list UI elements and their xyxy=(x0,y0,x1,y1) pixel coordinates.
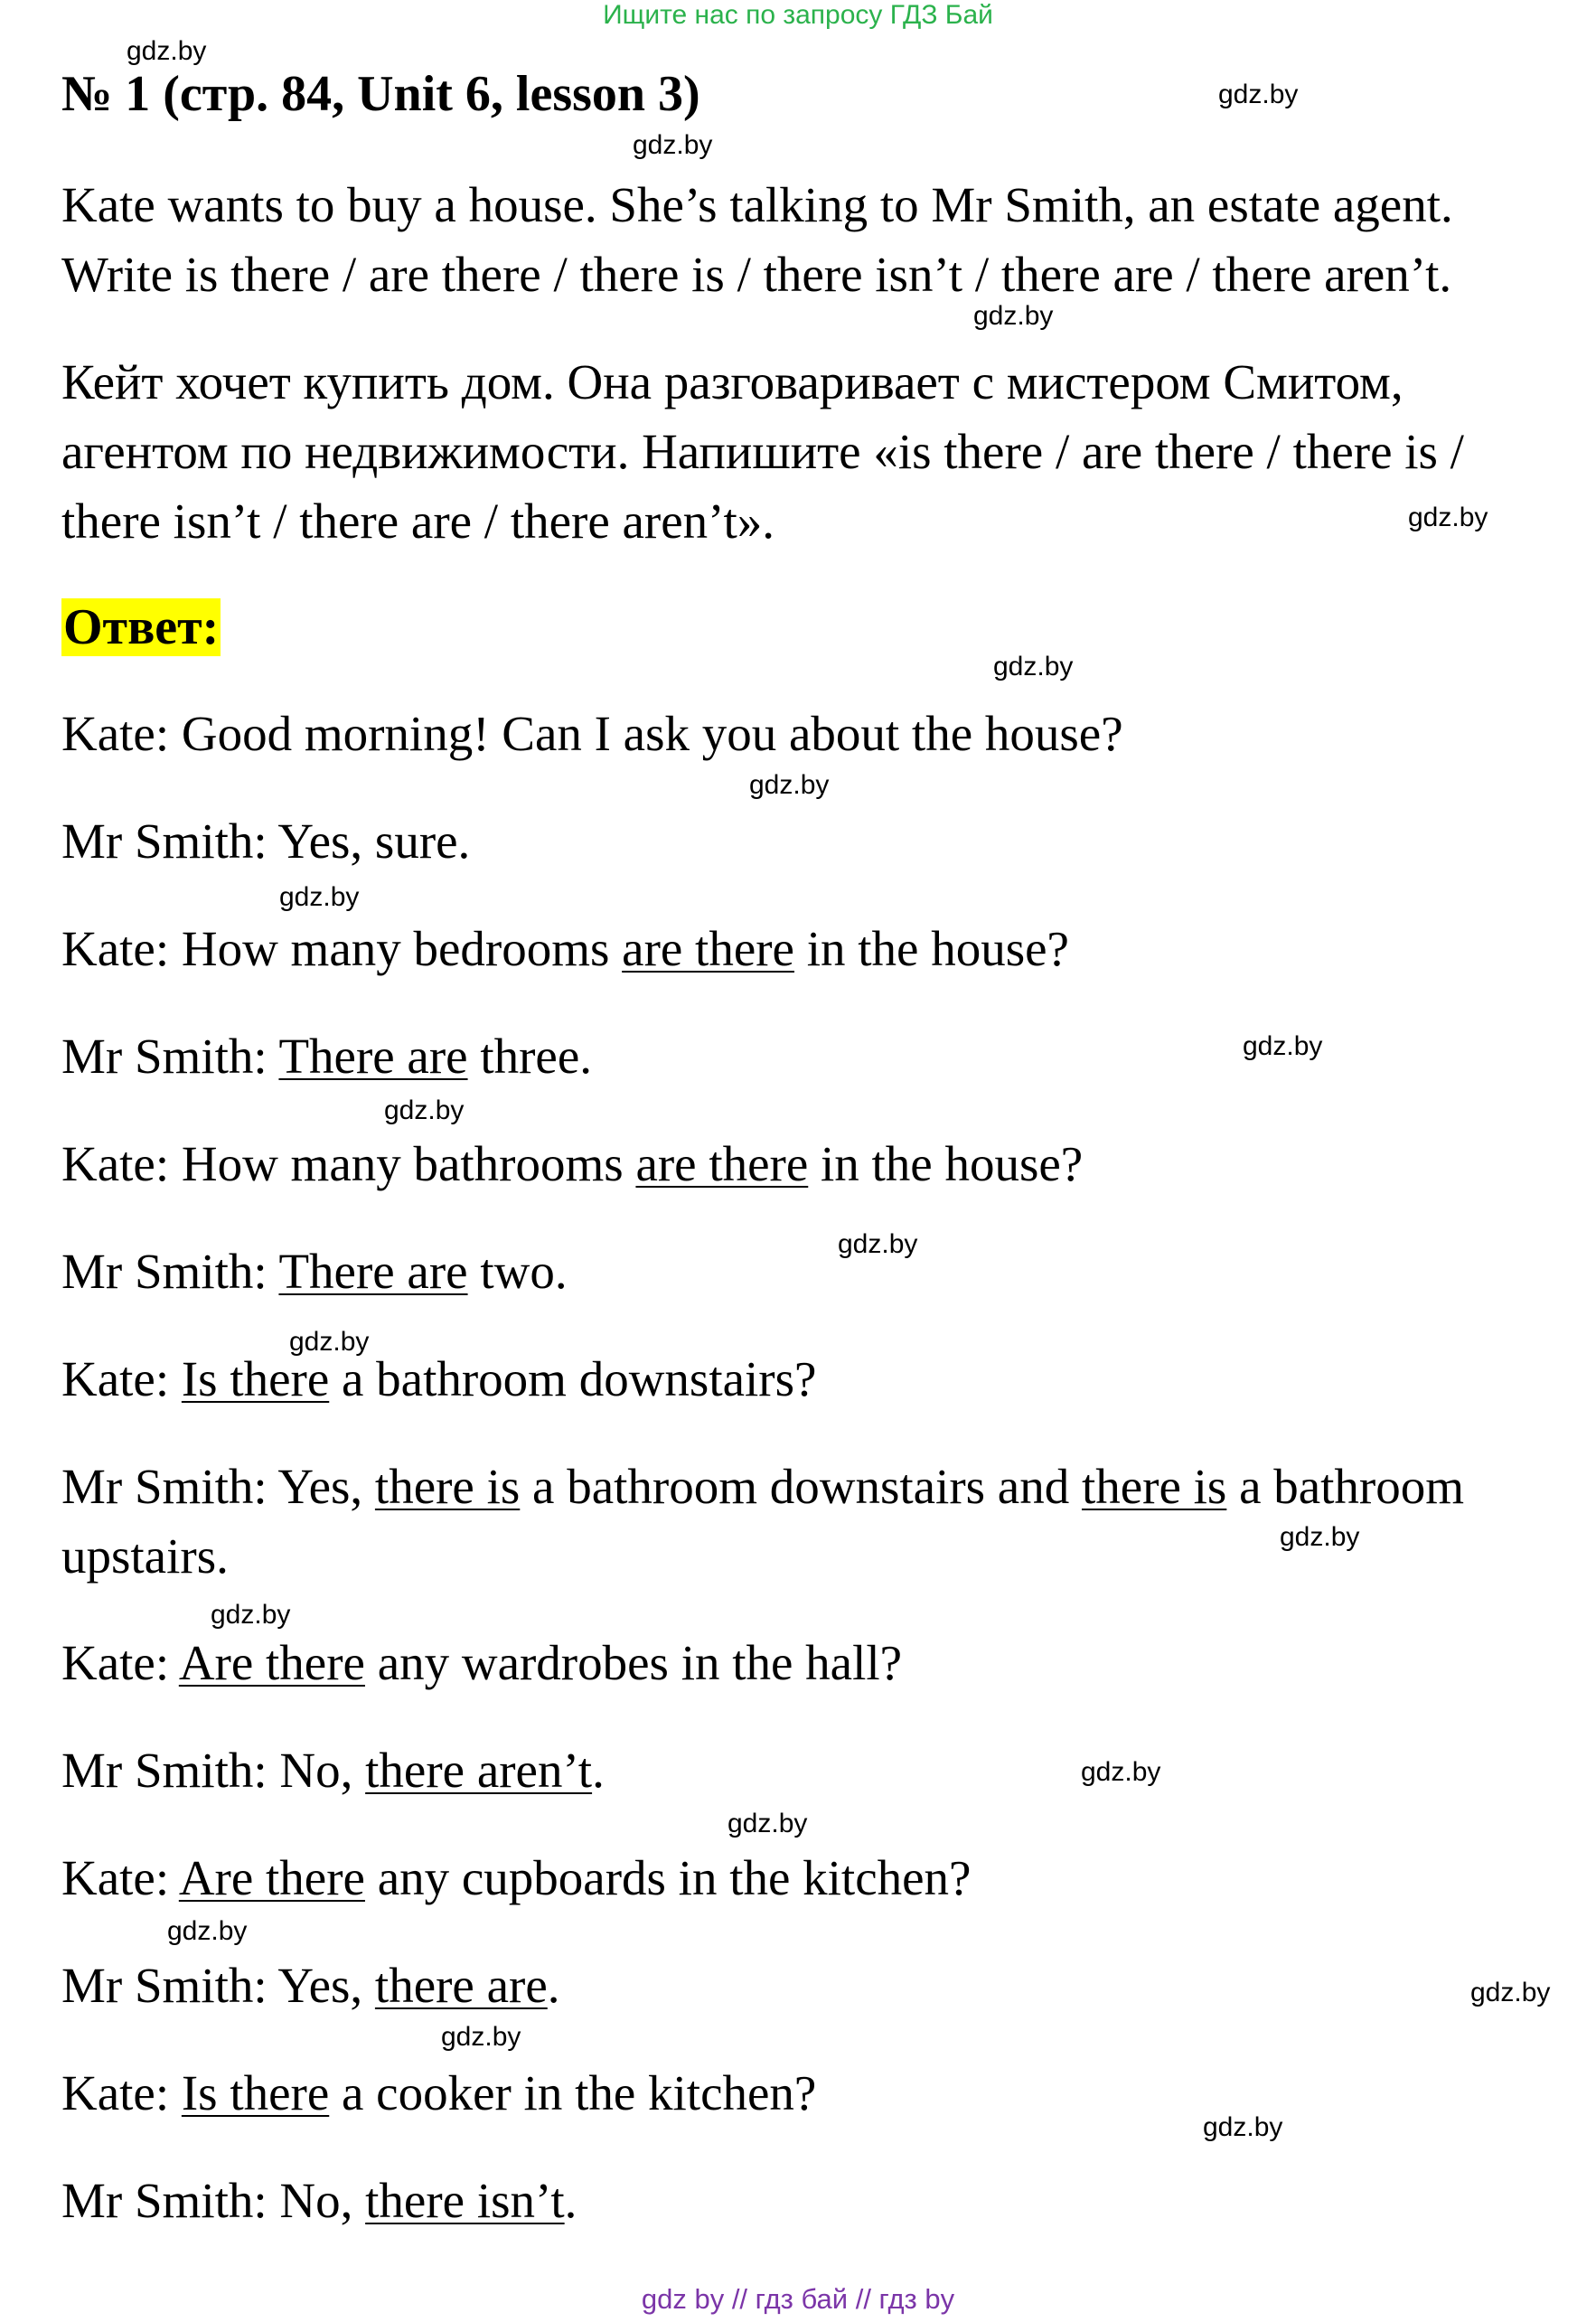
dialogue-line xyxy=(61,1350,816,1407)
line-text: any cupboards in the kitchen? xyxy=(364,1850,972,1905)
line-text: Mr Smith: No, xyxy=(61,2173,366,2228)
answer-fill: There are xyxy=(278,1029,468,1084)
dialogue-line xyxy=(61,1957,559,2014)
watermark: gdz.by xyxy=(167,1916,248,1946)
line-text: a bathroom downstairs and xyxy=(520,1459,1082,1514)
line-text: Mr Smith: Yes, sure. xyxy=(61,813,471,869)
line-text: Kate: xyxy=(61,1850,179,1905)
answer-fill: are there xyxy=(622,921,794,976)
watermark: gdz.by xyxy=(211,1600,291,1630)
watermark: gdz.by xyxy=(838,1229,918,1259)
dialogue-line-continued xyxy=(61,1528,229,1584)
watermark: gdz.by xyxy=(1081,1757,1161,1787)
watermark: gdz.by xyxy=(279,882,360,912)
line-text: upstairs. xyxy=(61,1528,229,1584)
line-text: a bathroom downstairs? xyxy=(329,1351,817,1406)
site-footer: gdz by // гдз бай // гдз by xyxy=(641,2283,955,2315)
dialogue-line xyxy=(61,705,1123,762)
answer-fill: there aren’t xyxy=(365,1743,593,1798)
dialogue-line xyxy=(61,1849,971,1906)
watermark: gdz.by xyxy=(633,130,713,160)
exercise-title: № 1 (стр. 84, Unit 6, lesson 3) xyxy=(61,66,700,122)
answer-fill: There are xyxy=(278,1244,468,1299)
answer-fill: Is there xyxy=(181,2065,330,2120)
watermark: gdz.by xyxy=(1203,2112,1283,2142)
watermark: gdz.by xyxy=(1470,1978,1551,2007)
answer-fill: Are there xyxy=(178,1850,365,1905)
dialogue-line xyxy=(61,2064,816,2121)
watermark: gdz.by xyxy=(993,652,1074,682)
line-text: Mr Smith: No, xyxy=(61,1743,366,1798)
line-text: Kate: How many bedrooms xyxy=(61,921,623,976)
dialogue-line xyxy=(61,1458,1464,1515)
line-text: a bathroom xyxy=(1226,1459,1465,1514)
answer-fill: there is xyxy=(1081,1459,1227,1514)
line-text: in the house? xyxy=(808,1136,1084,1191)
watermark: gdz.by xyxy=(1408,503,1488,532)
line-text: . xyxy=(564,2173,577,2228)
dialogue-line xyxy=(61,813,470,870)
line-text: Mr Smith: Yes, xyxy=(61,1958,375,2013)
watermark: gdz.by xyxy=(1280,1522,1360,1552)
watermark: gdz.by xyxy=(384,1095,465,1125)
answer-fill: Are there xyxy=(178,1635,365,1690)
line-text: Kate: xyxy=(61,1635,179,1690)
watermark: gdz.by xyxy=(289,1327,370,1357)
line-text: Mr Smith: xyxy=(61,1244,279,1299)
line-text: . xyxy=(592,1743,605,1798)
line-text: three. xyxy=(467,1029,592,1084)
task-english: Kate wants to buy a house. She’s talking to Mr Smith, an estate agent. Write is there / are there / there is / there isn’t / there are / there aren’t. xyxy=(61,177,1453,302)
line-text: Kate: How many bathrooms xyxy=(61,1136,636,1191)
line-text: . xyxy=(547,1958,560,2013)
answer-fill: there is xyxy=(374,1459,521,1514)
line-text: any wardrobes in the hall? xyxy=(364,1635,903,1690)
dialogue-line xyxy=(61,2172,577,2229)
watermark: gdz.by xyxy=(973,301,1054,331)
site-search-banner: Ищите нас по запросу ГДЗ Бай xyxy=(603,0,993,30)
dialogue-line xyxy=(61,1135,1083,1192)
answer-fill: there isn’t xyxy=(365,2173,565,2228)
line-text: Kate: Good morning! Can I ask you about the house? xyxy=(61,706,1123,761)
watermark: gdz.by xyxy=(1243,1031,1323,1061)
answer-label: Ответ: xyxy=(63,599,220,655)
answer-fill: Is there xyxy=(181,1351,330,1406)
task-russian: Кейт хочет купить дом. Она разговаривает с мистером Смитом, агентом по недвижимости. Напишите «is there / are there / there is / there isn’t / there are / there aren’t». xyxy=(61,354,1464,549)
dialogue-line xyxy=(61,1634,902,1691)
watermark: gdz.by xyxy=(749,770,830,800)
watermark: gdz.by xyxy=(728,1809,808,1838)
dialogue-line xyxy=(61,1742,605,1799)
watermark: gdz.by xyxy=(1218,80,1299,109)
line-text: Kate: xyxy=(61,2065,182,2120)
line-text: Kate: xyxy=(61,1351,182,1406)
answer-fill: there are xyxy=(374,1958,548,2013)
line-text: two. xyxy=(467,1244,568,1299)
line-text: Mr Smith: xyxy=(61,1029,279,1084)
dialogue-line xyxy=(61,920,1069,977)
watermark: gdz.by xyxy=(441,2022,521,2052)
watermark: gdz.by xyxy=(127,36,207,66)
dialogue-line xyxy=(61,1243,568,1300)
line-text: a cooker in the kitchen? xyxy=(329,2065,817,2120)
line-text: in the house? xyxy=(793,921,1069,976)
dialogue-line xyxy=(61,1028,592,1085)
answer-fill: are there xyxy=(635,1136,809,1191)
line-text: Mr Smith: Yes, xyxy=(61,1459,375,1514)
